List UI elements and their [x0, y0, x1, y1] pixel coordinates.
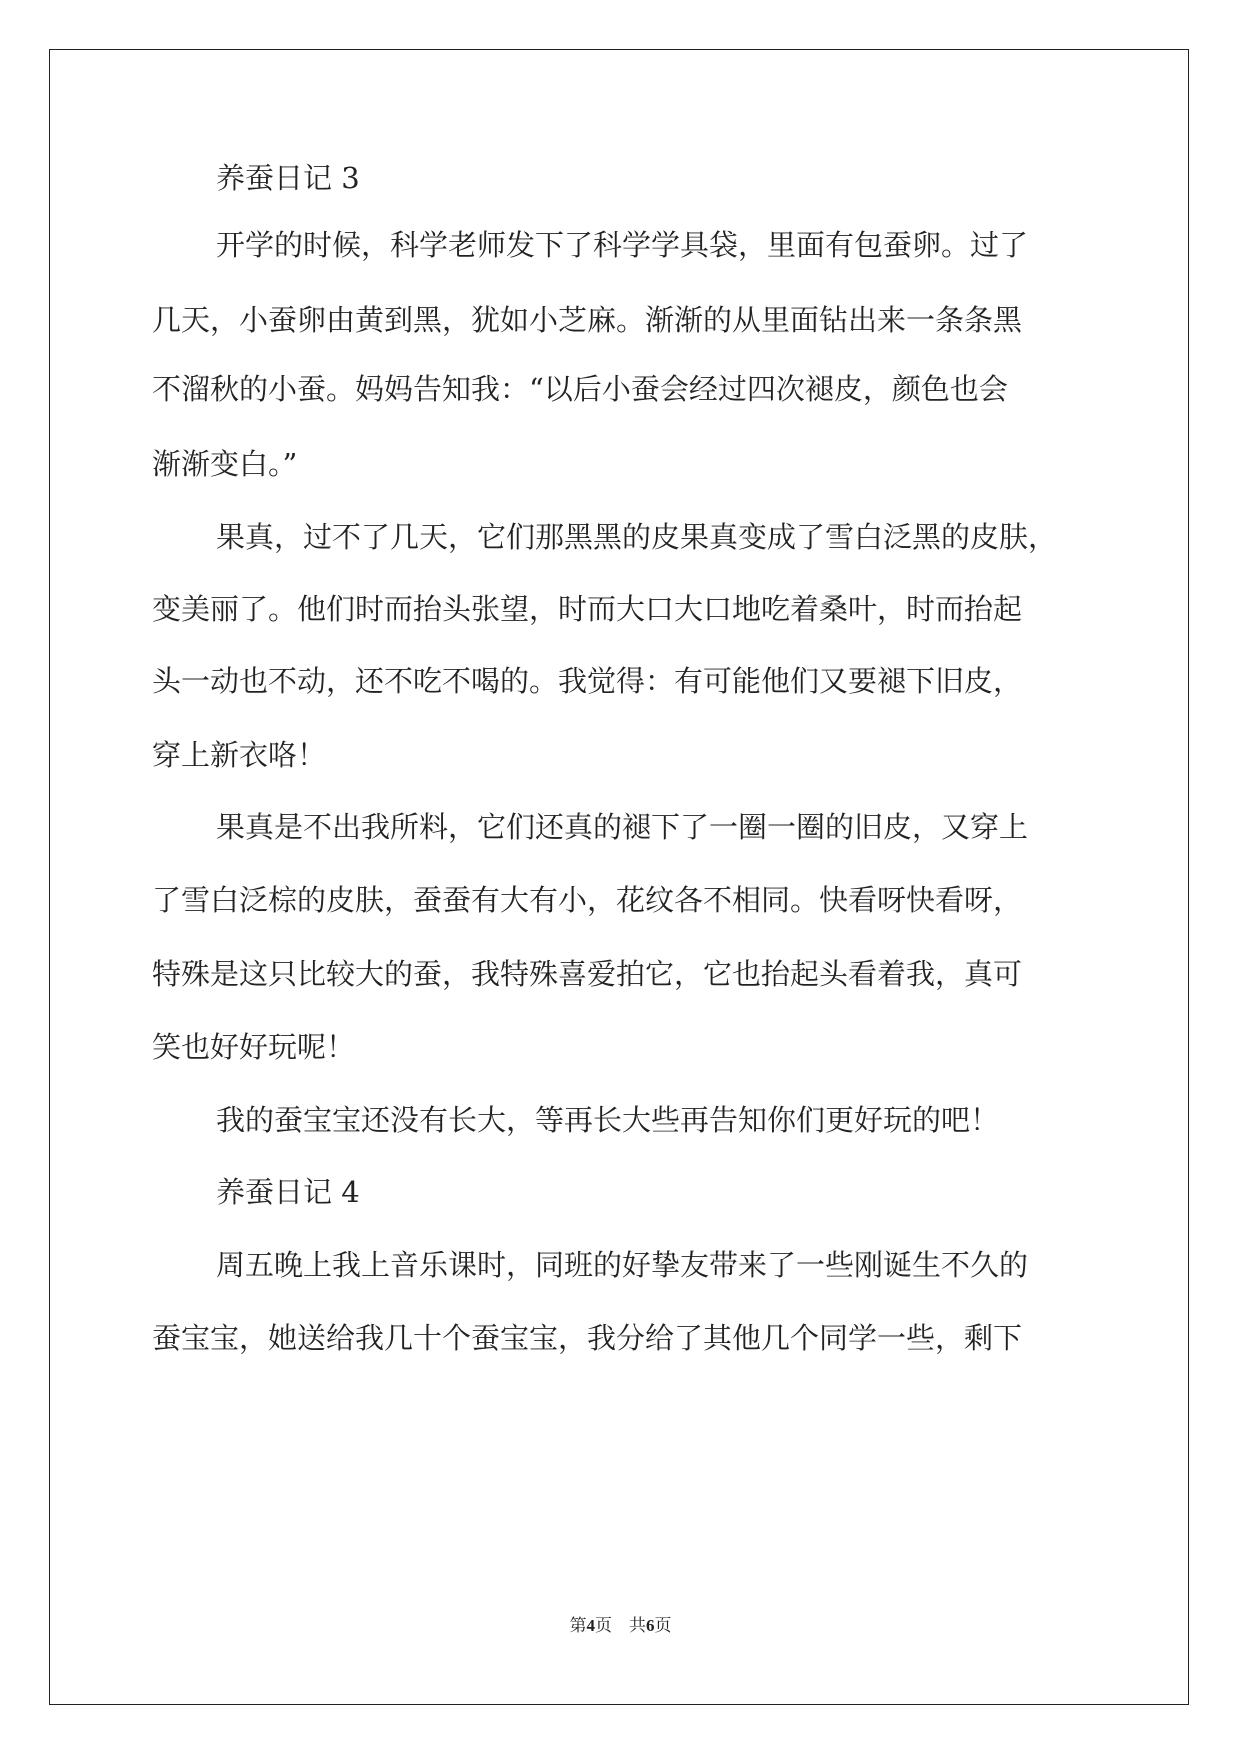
paragraph-line: 果真是不出我所料，它们还真的褪下了一圈一圈的旧皮，又穿上: [216, 810, 1029, 844]
paragraph-line: 变美丽了。他们时而抬头张望，时而大口大口地吃着桑叶，时而抬起: [152, 592, 1023, 626]
paragraph-line: 蚕宝宝，她送给我几十个蚕宝宝，我分给了其他几个同学一些，剩下: [152, 1321, 1023, 1355]
paragraph-line: 特殊是这只比较大的蚕，我特殊喜爱拍它，它也抬起头看着我，真可: [152, 957, 1023, 991]
footer-prefix: 第: [569, 1616, 587, 1636]
paragraph-line: 周五晚上我上音乐课时，同班的好挚友带来了一些刚诞生不久的: [216, 1248, 1029, 1282]
paragraph-line: 几天，小蚕卵由黄到黑，犹如小芝麻。渐渐的从里面钻出来一条条黑: [152, 303, 1023, 337]
heading-diary-4: 养蚕日记 4: [216, 1175, 360, 1209]
paragraph-line: 头一动也不动，还不吃不喝的。我觉得：有可能他们又要褪下旧皮，: [152, 664, 1023, 698]
paragraph-line: 我的蚕宝宝还没有长大，等再长大些再告知你们更好玩的吧！: [216, 1103, 1000, 1137]
heading-diary-3: 养蚕日记 3: [216, 161, 360, 195]
footer-total-pages: 6: [646, 1616, 655, 1635]
footer-suffix: 页: [654, 1616, 672, 1636]
paragraph-line: 了雪白泛棕的皮肤，蚕蚕有大有小，花纹各不相同。快看呀快看呀，: [152, 883, 1023, 917]
paragraph-line: 开学的时候，科学老师发下了科学学具袋，里面有包蚕卵。过了: [216, 228, 1029, 262]
paragraph-line: 穿上新衣咯！: [152, 738, 327, 772]
page-border: [49, 49, 1189, 1705]
page-footer: [0, 1611, 1241, 1636]
paragraph-line: 笑也好好玩呢！: [152, 1030, 356, 1064]
paragraph-line: 果真，过不了几天，它们那黑黑的皮果真变成了雪白泛黑的皮肤，: [216, 520, 1058, 554]
paragraph-line: 渐渐变白。”: [152, 447, 298, 481]
footer-mid: 页 共: [595, 1616, 646, 1636]
footer-current-page: 4: [586, 1616, 595, 1635]
paragraph-line: 不溜秋的小蚕。妈妈告知我：“以后小蚕会经过四次褪皮，颜色也会: [152, 372, 1008, 406]
